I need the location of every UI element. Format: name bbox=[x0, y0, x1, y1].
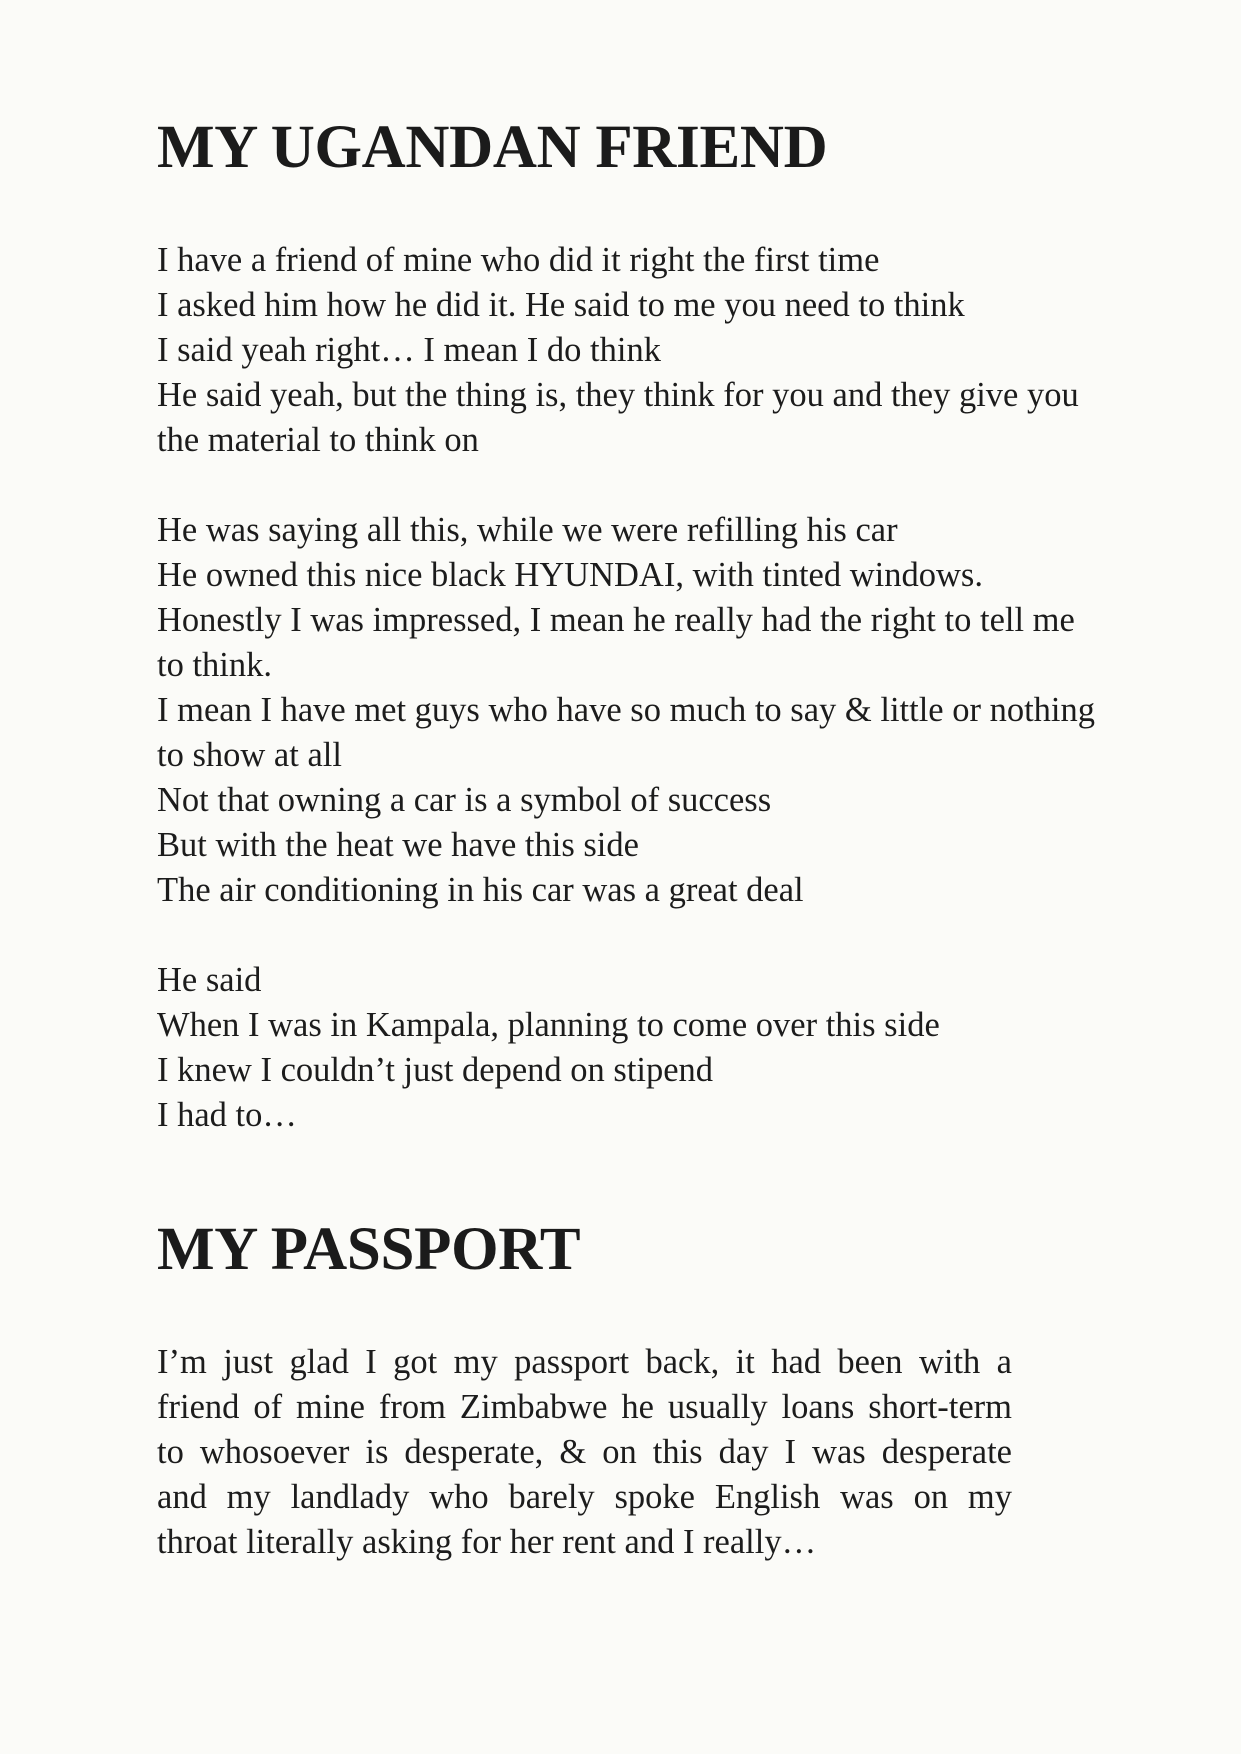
poem-line: The air conditioning in his car was a great deal bbox=[157, 871, 804, 909]
paragraph-line: friend of mine from Zimbabwe he usually loans short-term bbox=[157, 1388, 1012, 1426]
poem-line: He said yeah, but the thing is, they think for you and they give you bbox=[157, 376, 1079, 414]
paragraph-passport bbox=[157, 1340, 1012, 1565]
poem-line: He owned this nice black HYUNDAI, with tinted windows. bbox=[157, 556, 983, 594]
poem-line: But with the heat we have this side bbox=[157, 826, 639, 864]
paragraph-line: I’m just glad I got my passport back, it had been with a bbox=[157, 1343, 1012, 1381]
poem-line: I mean I have met guys who have so much to say & little or nothing bbox=[157, 691, 1096, 729]
poem-ugandan-friend bbox=[157, 238, 1167, 1138]
poem-line: I knew I couldn’t just depend on stipend bbox=[157, 1051, 714, 1089]
paragraph-line: to whosoever is desperate, & on this day I was desperate bbox=[157, 1433, 1012, 1471]
poem-line: to think. bbox=[157, 646, 273, 684]
poem-line: He was saying all this, while we were refilling his car bbox=[157, 511, 898, 549]
poem-line: I have a friend of mine who did it right the first time bbox=[157, 241, 880, 279]
paragraph-line: and my landlady who barely spoke English was on my bbox=[157, 1478, 1012, 1516]
poem-line: I asked him how he did it. He said to me you need to think bbox=[157, 286, 965, 324]
poem-line: I had to… bbox=[157, 1096, 297, 1134]
page bbox=[157, 112, 1167, 1565]
poem-line: Not that owning a car is a symbol of success bbox=[157, 781, 772, 819]
section-title-passport: MY PASSPORT bbox=[157, 1216, 581, 1283]
section-title-ugandan-friend: MY UGANDAN FRIEND bbox=[157, 114, 828, 181]
poem-line: to show at all bbox=[157, 736, 342, 774]
poem-line: Honestly I was impressed, I mean he really had the right to tell me bbox=[157, 601, 1075, 639]
poem-line: He said bbox=[157, 961, 262, 999]
poem-line: When I was in Kampala, planning to come over this side bbox=[157, 1006, 940, 1044]
poem-line: I said yeah right… I mean I do think bbox=[157, 331, 661, 369]
paragraph-line: throat literally asking for her rent and I really… bbox=[157, 1523, 817, 1561]
stanza-break bbox=[157, 463, 1167, 508]
stanza-break bbox=[157, 913, 1167, 958]
poem-line: the material to think on bbox=[157, 421, 479, 459]
